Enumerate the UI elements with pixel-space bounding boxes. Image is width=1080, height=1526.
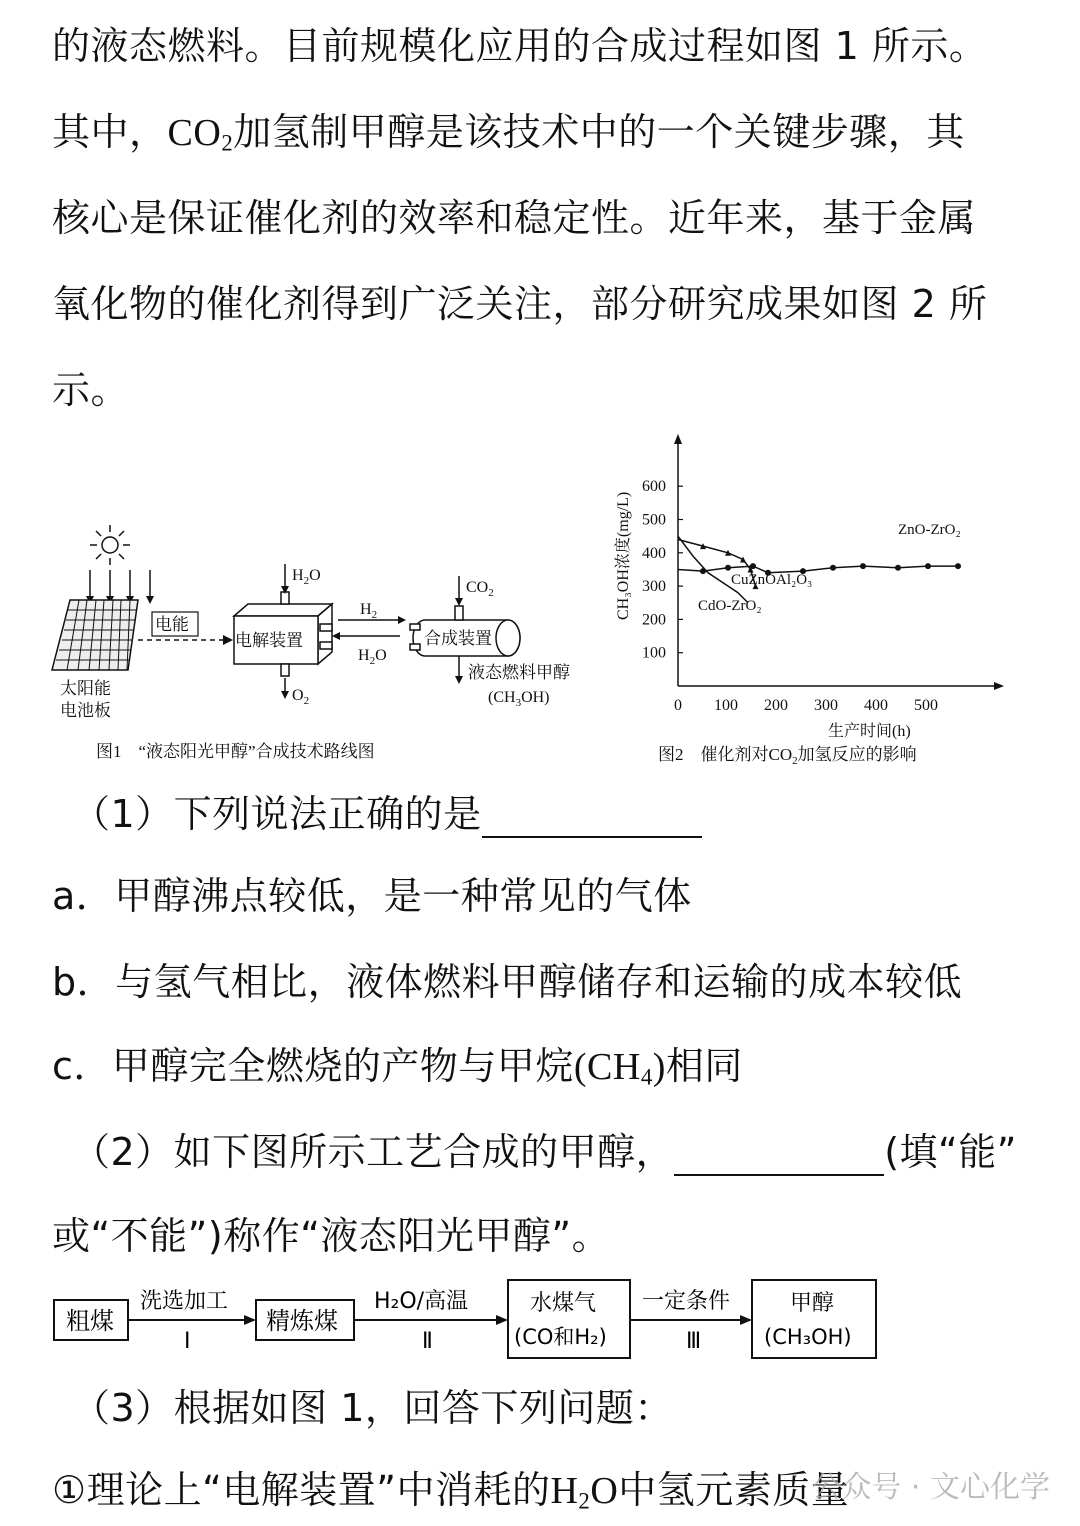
y-axis-label: CH₃OH浓度(mg/L) [615, 491, 632, 620]
y-tick-label: 400 [642, 544, 666, 562]
text-segment: 相同 [665, 1044, 743, 1088]
question-3-sub-1 [52, 1466, 849, 1526]
text-segment: 中氢元素质量 [618, 1468, 850, 1512]
co2-in-label: $CO_2$ [466, 579, 494, 599]
step-2-bottom: Ⅱ [422, 1329, 433, 1354]
paragraph-line-5: 示。 [52, 368, 130, 412]
text-segment: ①理论上“电解装置”中消耗的 [52, 1468, 551, 1512]
product-label-2: $(CH_3OH)$ [488, 689, 550, 709]
y-tick-label: 500 [642, 511, 666, 529]
option-c [52, 1042, 743, 1102]
step-1-bottom: Ⅰ [184, 1329, 191, 1354]
x-axis-label: 生产时间(h) [828, 723, 911, 740]
series-line [678, 566, 958, 573]
question-3: （3）根据如图 1，回答下列问题： [72, 1386, 673, 1430]
text-segment: 其中， [52, 110, 168, 154]
x-tick-label: 200 [764, 697, 788, 714]
data-point [895, 565, 901, 571]
data-point [740, 556, 746, 562]
o2-out-label: $O_2$ [292, 687, 310, 707]
data-point [725, 565, 731, 571]
sun-icon [90, 525, 130, 565]
x-tick-label: 0 [674, 697, 682, 714]
answer-blank-1[interactable] [482, 796, 702, 838]
process-flow [52, 1278, 892, 1366]
product-label-1: 液态燃料甲醇 [468, 663, 570, 682]
data-point [925, 563, 931, 569]
x-tick-label: 300 [814, 697, 838, 714]
data-point [955, 563, 961, 569]
question-1 [72, 790, 702, 838]
sunlight-arrows [90, 570, 150, 598]
data-point [830, 565, 836, 571]
y-tick-label: 100 [642, 644, 666, 662]
option-a: a．甲醇沸点较低，是一种常见的气体 [52, 874, 692, 918]
h2-label: $H_2$ [360, 601, 378, 621]
y-tick-label: 600 [642, 478, 666, 496]
solar-label-2: 电池板 [60, 701, 111, 720]
answer-blank-2[interactable] [674, 1134, 884, 1176]
x-tick-label: 500 [914, 697, 938, 714]
series-label-cuzno: CuZnOAl₂O₃ [731, 572, 813, 588]
question-2-label: （2）如下图所示工艺合成的甲醇， [72, 1130, 675, 1174]
step-3-bottom: Ⅲ [686, 1329, 702, 1354]
box-water-gas-top: 水煤气 [530, 1291, 597, 1316]
watermark: 公众号 · 文心化学 [811, 1470, 1050, 1505]
text-segment: (填“能” [884, 1130, 1017, 1174]
figure-2 [606, 430, 1016, 774]
text-segment: 加氢制甲醇是该技术中的一个关键步骤，其 [233, 110, 965, 154]
solar-panel-icon [52, 600, 138, 670]
solar-label-1: 太阳能 [60, 679, 111, 698]
figure-2-caption: 图2 催化剂对$CO_2$加氢反应的影响 [658, 745, 917, 767]
figure-1-diagram [40, 520, 620, 770]
h2o-formula: $H_2O$ [550, 1470, 619, 1514]
h2o-back-label: $H_2O$ [358, 647, 387, 667]
figure-1 [40, 520, 620, 774]
box-water-gas-bottom: (CO和H₂) [514, 1325, 607, 1349]
step-2-top: H₂O/高温 [374, 1289, 469, 1314]
question-2-line-2: 或“不能”)称作“液态阳光甲醇”。 [52, 1214, 611, 1258]
paragraph-line-2 [52, 108, 965, 168]
electrolysis-label: 电解装置 [235, 631, 303, 650]
energy-label: 电能 [155, 615, 189, 634]
series-label-cdo: CdO-ZrO₂ [698, 598, 762, 614]
box-raw-coal-label: 粗煤 [66, 1307, 114, 1335]
step-3-top: 一定条件 [642, 1289, 731, 1314]
option-b: b．与氢气相比，液体燃料甲醇储存和运输的成本较低 [52, 960, 963, 1004]
box-methanol-top: 甲醇 [790, 1291, 835, 1316]
synthesis-label: 合成装置 [424, 629, 492, 648]
series-label-zno: ZnO-ZrO₂ [898, 522, 961, 538]
y-tick-label: 300 [642, 578, 666, 596]
box-methanol-bottom: (CH₃OH) [764, 1325, 852, 1349]
box-refined-coal-label: 精炼煤 [266, 1307, 338, 1335]
data-point [860, 563, 866, 569]
paragraph-line-1: 的液态燃料。目前规模化应用的合成过程如图 1 所示。 [52, 24, 988, 68]
x-tick-label: 100 [714, 697, 738, 714]
paragraph-line-4: 氧化物的催化剂得到广泛关注，部分研究成果如图 2 所 [52, 282, 988, 326]
co2-formula: $CO_2$ [167, 112, 234, 156]
x-tick-label: 400 [864, 697, 888, 714]
h2o-in-label: $H_2O$ [292, 567, 321, 587]
text-segment: c．甲醇完全燃烧的产物与甲烷 [52, 1044, 574, 1088]
step-1-top: 洗选加工 [140, 1289, 229, 1314]
y-tick-label: 200 [642, 611, 666, 629]
figure-1-caption: 图1 “液态阳光甲醇”合成技术路线图 [96, 742, 375, 761]
question-1-label: （1）下列说法正确的是 [72, 792, 482, 836]
paragraph-line-3: 核心是保证催化剂的效率和稳定性。近年来，基于金属 [52, 196, 977, 240]
figure-2-chart [606, 430, 1016, 770]
question-2 [72, 1128, 1017, 1176]
ch4-formula: $(CH_4)$ [573, 1046, 666, 1090]
